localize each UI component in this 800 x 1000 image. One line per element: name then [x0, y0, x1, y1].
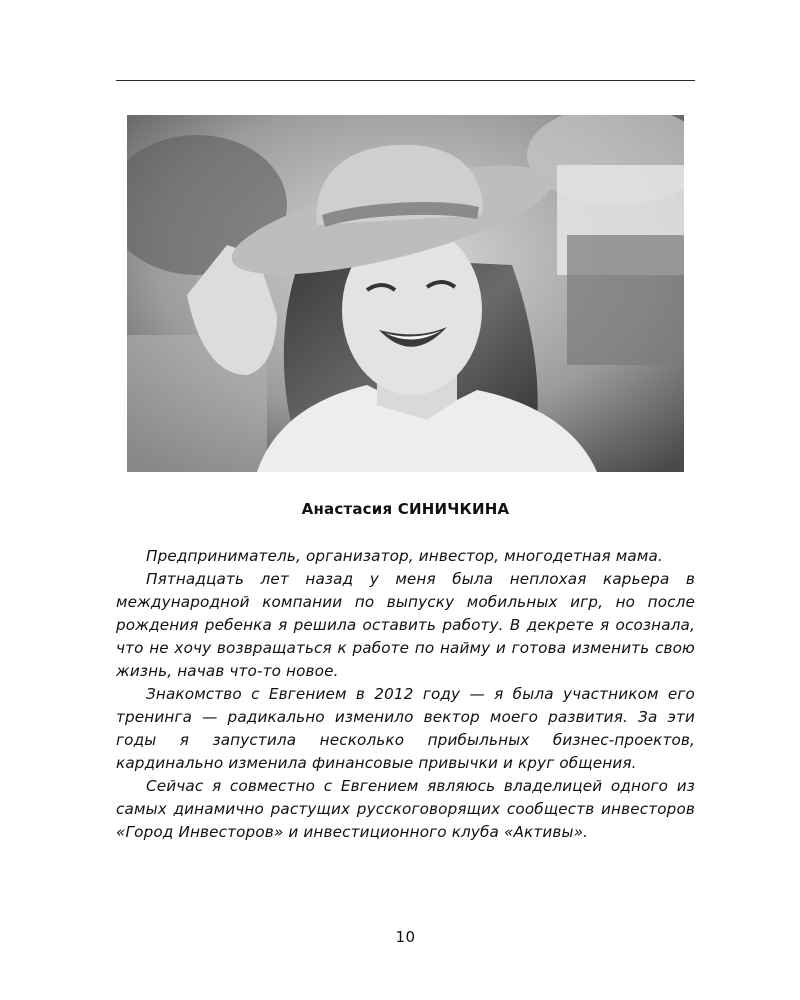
bio-paragraph: Предприниматель, организатор, инвестор, многодетная мама.: [146, 547, 663, 565]
author-bio: [116, 545, 695, 844]
bio-paragraph: Сейчас я совместно с Евгением являюсь владелицей одного из самых динамично растущих русскоговорящих сообществ инвесторов «Город Инвесторов» и инвестиционного клуба «Активы».: [116, 777, 695, 841]
author-name: Анастасия СИНИЧКИНА: [301, 500, 510, 518]
header-rule: [116, 80, 695, 81]
page-number: 10: [395, 928, 416, 946]
bio-paragraph: Пятнадцать лет назад у меня была неплохая карьера в международной компании по выпуску мобильных игр, но после рождения ребенка я решила оставить работу. В декрете я осознала, что не хочу возвращаться к работе по найму и готова изменить свою жизнь, начав что-то новое.: [116, 570, 695, 680]
author-portrait: [127, 115, 684, 472]
bio-paragraph: Знакомство с Евгением в 2012 году — я была участником его тренинга — радикально изменило вектор моего развития. За эти годы я запустила несколько прибыльных бизнес-проектов, кардинально изменила финансовые привычки и круг общения.: [116, 685, 695, 772]
